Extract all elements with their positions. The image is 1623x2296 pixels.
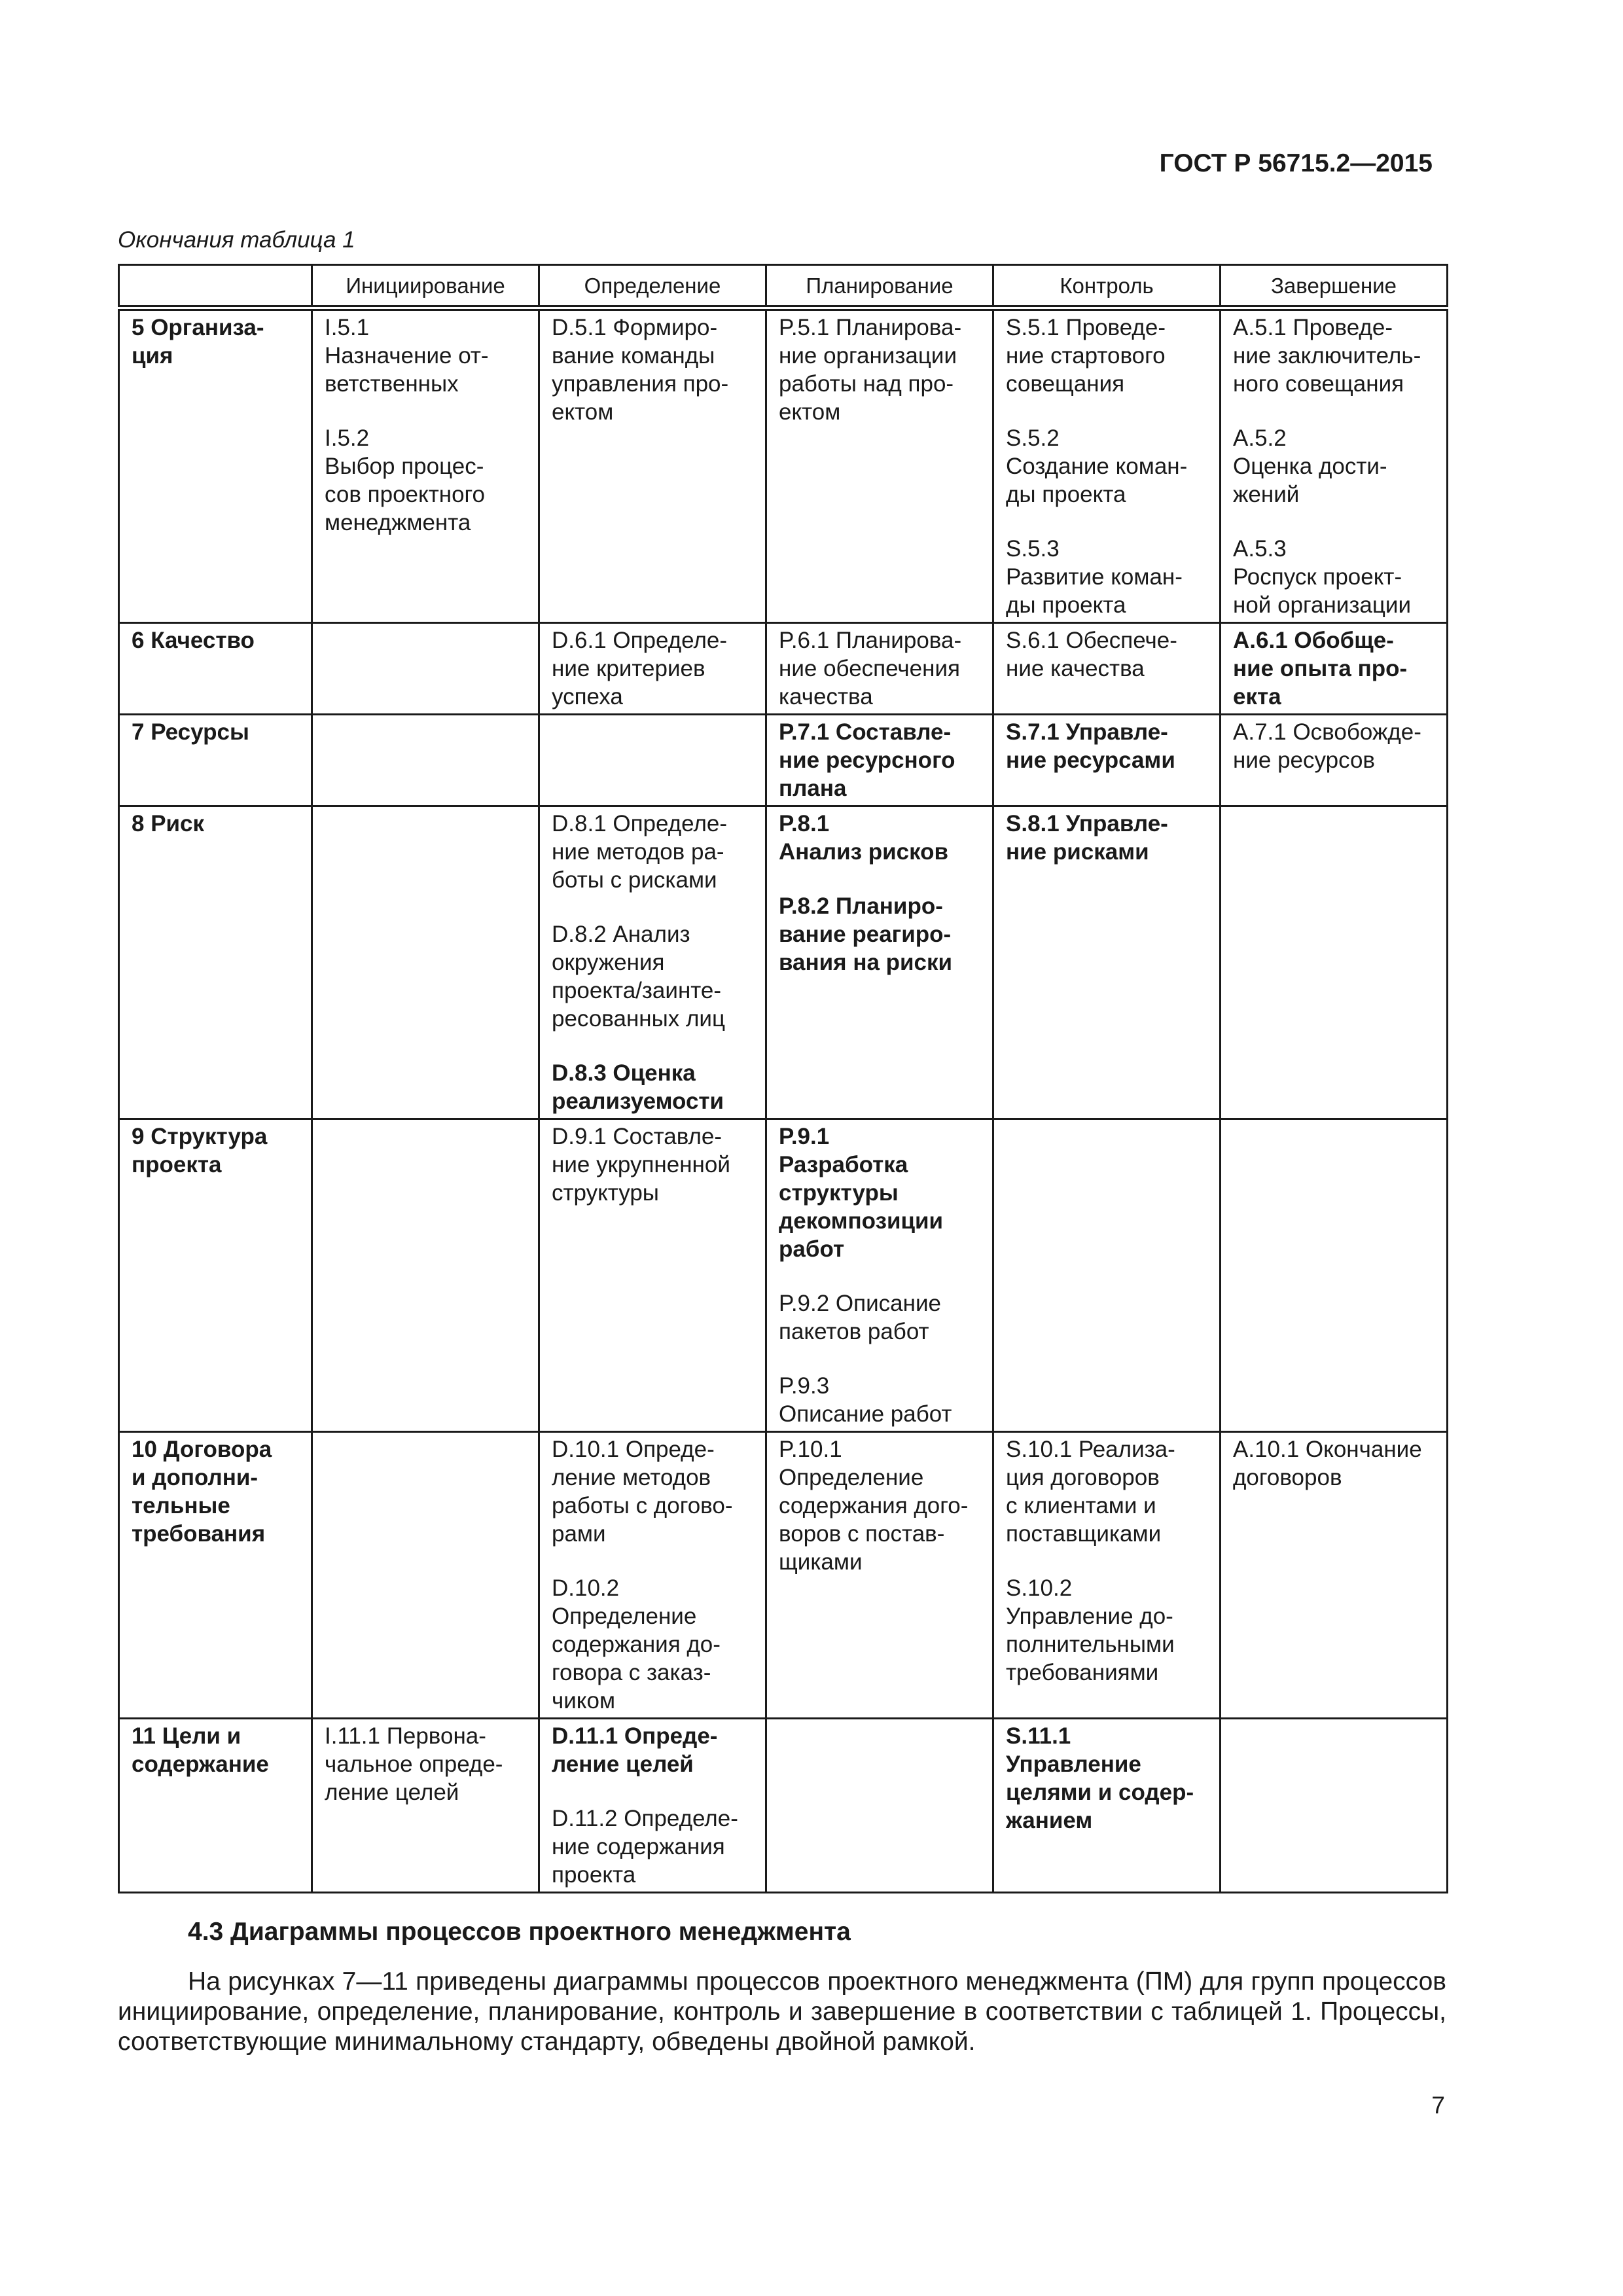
row-label: 11 Цели и содержание bbox=[119, 1719, 312, 1893]
table-cell bbox=[1221, 1432, 1448, 1719]
process-item: D.10.1 Опреде- ление методов работы с догово- рами bbox=[552, 1437, 733, 1547]
table-cell bbox=[539, 1719, 766, 1893]
table-cell bbox=[1221, 623, 1448, 715]
row-label: 6 Качество bbox=[119, 623, 312, 715]
table-cell bbox=[1221, 806, 1448, 1119]
process-item: D.9.1 Составле- ние укрупненной структуры bbox=[552, 1124, 730, 1206]
table-cell bbox=[539, 806, 766, 1119]
process-item: P.5.1 Планирова- ние организации работы над про- ектом bbox=[779, 315, 962, 425]
table-row bbox=[119, 715, 1448, 806]
table-cell bbox=[312, 1719, 539, 1893]
table-cell bbox=[539, 308, 766, 623]
process-item: S.5.2 Создание коман- ды проекта bbox=[1006, 425, 1188, 507]
table-row bbox=[119, 623, 1448, 715]
process-item: S.5.3 Развитие коман- ды проекта bbox=[1006, 536, 1183, 618]
table-cell bbox=[1221, 1719, 1448, 1893]
process-item: P.9.1 Разработка структуры декомпозиции работ bbox=[779, 1124, 944, 1262]
table-cell bbox=[539, 715, 766, 806]
table-header-row bbox=[119, 265, 1448, 308]
table-cell bbox=[766, 623, 993, 715]
process-item: P.9.2 Описание пакетов работ bbox=[779, 1291, 941, 1344]
table-cell bbox=[993, 1432, 1221, 1719]
table-cell bbox=[993, 308, 1221, 623]
table-cell bbox=[312, 308, 539, 623]
process-item: P.9.3 Описание работ bbox=[779, 1373, 952, 1427]
column-header: Планирование bbox=[766, 265, 993, 308]
table-cell bbox=[766, 715, 993, 806]
table-cell bbox=[766, 1719, 993, 1893]
table-cell bbox=[766, 1432, 993, 1719]
table-cell bbox=[539, 1432, 766, 1719]
table-cell bbox=[1221, 715, 1448, 806]
table-cell bbox=[312, 806, 539, 1119]
process-item: P.10.1 Определение содержания дого- воров с постав- щиками bbox=[779, 1437, 969, 1575]
process-item: I.11.1 Первона- чальное опреде- ление целей bbox=[325, 1723, 503, 1805]
column-header: Контроль bbox=[993, 265, 1221, 308]
table-cell bbox=[993, 623, 1221, 715]
process-item: P.8.2 Планиро- вание реагиро- вания на риски bbox=[779, 893, 953, 975]
process-item: S.11.1 Управление целями и содер- жанием bbox=[1006, 1723, 1194, 1833]
table-cell bbox=[766, 1119, 993, 1432]
process-item: A.5.2 Оценка дости- жений bbox=[1233, 425, 1387, 507]
process-item: A.10.1 Окончание договоров bbox=[1233, 1437, 1422, 1490]
process-item: S.10.1 Реализа- ция договоров с клиентами и поставщиками bbox=[1006, 1437, 1175, 1547]
process-item: D.8.2 Анализ окружения проекта/заинте- ресованных лиц bbox=[552, 922, 726, 1031]
process-item: P.8.1 Анализ рисков bbox=[779, 811, 949, 865]
table-cell bbox=[539, 623, 766, 715]
process-item: A.6.1 Обобще- ние опыта про- екта bbox=[1233, 628, 1408, 709]
process-item: I.5.2 Выбор процес- сов проектного менеджмента bbox=[325, 425, 486, 535]
table-row bbox=[119, 308, 1448, 623]
table-cell bbox=[1221, 308, 1448, 623]
table-cell bbox=[993, 1119, 1221, 1432]
page-number: 7 bbox=[1431, 2092, 1445, 2119]
table-cell bbox=[993, 715, 1221, 806]
table-cell bbox=[312, 1432, 539, 1719]
table-cell bbox=[993, 806, 1221, 1119]
process-item: S.5.1 Проведе- ние стартового совещания bbox=[1006, 315, 1166, 397]
process-item: D.10.2 Определение содержания до- говора с заказ- чиком bbox=[552, 1575, 721, 1713]
table-row bbox=[119, 806, 1448, 1119]
table-row bbox=[119, 1719, 1448, 1893]
column-header: Завершение bbox=[1221, 265, 1448, 308]
process-item: S.10.2 Управление до- полнительными требованиями bbox=[1006, 1575, 1175, 1685]
column-header: Инициирование bbox=[312, 265, 539, 308]
table-caption: Окончания таблица 1 bbox=[118, 227, 355, 253]
section-title: 4.3 Диаграммы процессов проектного менеджмента bbox=[188, 1918, 851, 1946]
process-item: D.11.2 Определе- ние содержания проекта bbox=[552, 1806, 738, 1888]
process-item: P.6.1 Планирова- ние обеспечения качества bbox=[779, 628, 962, 709]
process-item: S.6.1 Обеспече- ние качества bbox=[1006, 628, 1177, 681]
body-paragraph: На рисунках 7—11 приведены диаграммы процессов проектного менеджмента (ПМ) для групп процессов инициирование, определение, планирование, контроль и завершение в соответствии с таблицей 1. Процессы, соответствующие минимальному стандарту, обведены двойной рамкой. bbox=[118, 1967, 1446, 2056]
table-cell bbox=[312, 715, 539, 806]
document-header: ГОСТ Р 56715.2—2015 bbox=[1159, 149, 1433, 177]
process-table bbox=[118, 264, 1448, 1893]
table-cell bbox=[312, 1119, 539, 1432]
table-cell bbox=[766, 308, 993, 623]
row-label: 7 Ресурсы bbox=[119, 715, 312, 806]
table-row bbox=[119, 1432, 1448, 1719]
process-item: D.8.3 Оценка реализуемости bbox=[552, 1060, 724, 1114]
table-cell bbox=[539, 1119, 766, 1432]
table-cell bbox=[766, 806, 993, 1119]
process-item: I.5.1 Назначение от- ветственных bbox=[325, 315, 489, 397]
process-item: A.5.1 Проведе- ние заключитель- ного совещания bbox=[1233, 315, 1421, 397]
table-cell bbox=[312, 623, 539, 715]
table-body bbox=[119, 308, 1448, 1893]
process-item: A.5.3 Роспуск проект- ной организации bbox=[1233, 536, 1412, 618]
row-label: 9 Структура проекта bbox=[119, 1119, 312, 1432]
process-item: S.7.1 Управле- ние ресурсами bbox=[1006, 719, 1175, 773]
table-cell bbox=[1221, 1119, 1448, 1432]
column-header bbox=[119, 265, 312, 308]
process-item: D.11.1 Опреде- ление целей bbox=[552, 1723, 718, 1777]
process-item: P.7.1 Составле- ние ресурсного плана bbox=[779, 719, 955, 801]
row-label: 8 Риск bbox=[119, 806, 312, 1119]
process-item: S.8.1 Управле- ние рисками bbox=[1006, 811, 1168, 865]
process-item: D.8.1 Определе- ние методов ра- боты с рисками bbox=[552, 811, 727, 893]
row-label: 10 Договора и дополни- тельные требования bbox=[119, 1432, 312, 1719]
process-item: D.5.1 Формиро- вание команды управления про- ектом bbox=[552, 315, 729, 425]
column-header: Определение bbox=[539, 265, 766, 308]
table-cell bbox=[993, 1719, 1221, 1893]
process-item: D.6.1 Определе- ние критериев успеха bbox=[552, 628, 727, 709]
row-label: 5 Организа- ция bbox=[119, 308, 312, 623]
process-item: A.7.1 Освобожде- ние ресурсов bbox=[1233, 719, 1421, 773]
table-row bbox=[119, 1119, 1448, 1432]
